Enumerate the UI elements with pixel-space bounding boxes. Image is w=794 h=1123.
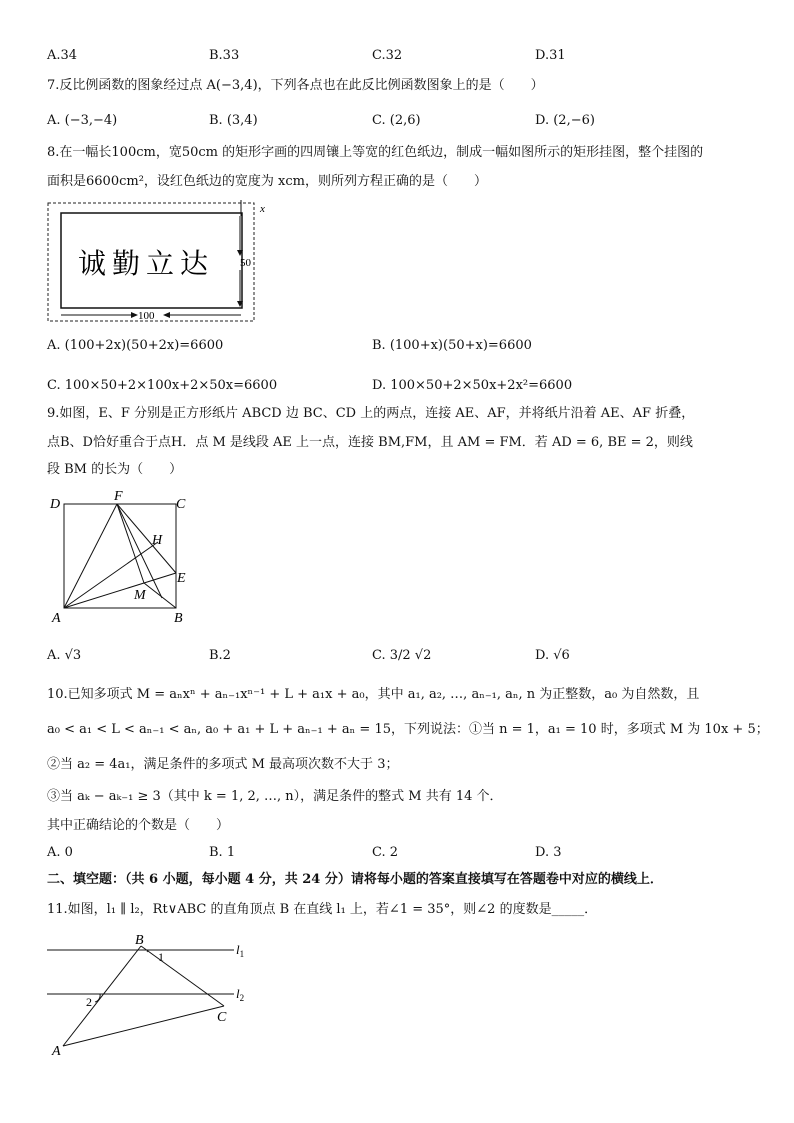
q7-option-d: D. (2,−6) [535,113,595,128]
q7-stem: 7.反比例函数的图象经过点 A(−3,4)，下列各点也在此反比例函数图象上的是（ ） [47,78,544,93]
label-e: E [177,571,186,586]
label-x: x [260,203,265,215]
q8-option-c: C. 100×50+2×100x+2×50x=6600 [47,378,278,393]
prev-question-option-c: C.32 [372,48,403,63]
q9-figure [44,488,204,628]
label-c: C [176,497,186,512]
q8-option-b: B. (100+x)(50+x)=6600 [372,338,532,353]
q10-option-b: B. 1 [209,845,236,860]
q7-option-a: A. (−3,−4) [47,113,118,128]
segment-bm [144,583,176,608]
q8-option-d: D. 100×50+2×50x+2x²=6600 [372,378,573,393]
segment-ae [64,573,176,608]
q10-stem-line1: 10.已知多项式 M = aₙxⁿ + aₙ₋₁xⁿ⁻¹ + L + a₁x + a₀，其中 a₁, a₂, …, aₙ₋₁, aₙ, n 为正整数，a₀ 为自然数，且 [47,687,700,702]
q11-stem: 11.如图，l₁ ∥ l₂，Rt∨ABC 的直角顶点 B 在直线 l₁ 上，若∠1 = 35°，则∠2 的度数是_____． [47,902,598,917]
q8-figure [44,200,276,326]
q9-option-d: D. √6 [535,648,570,663]
label-h: H [152,533,163,548]
q9-option-a: A. √3 [47,648,82,663]
q9-stem-line2: 点B、D恰好重合于点H．点 M 是线段 AE 上一点，连接 BM,FM，且 AM = FM．若 AD = 6, BE = 2，则线 [47,435,693,450]
label-b: B [135,933,144,948]
q8-option-a: A. (100+2x)(50+2x)=6600 [47,338,224,353]
q10-stem-line4: ③当 aₖ − aₖ₋₁ ≥ 3（其中 k = 1, 2, …, n），满足条件的整式 M 共有 14 个． [47,789,503,804]
prev-question-option-d: D.31 [535,48,566,63]
prev-question-option-a: A.34 [47,48,78,63]
label-a: A [52,1044,61,1059]
q10-stem-line2: a₀ < a₁ < L < aₙ₋₁ < aₙ, a₀ + a₁ + L + aₙ₋₁ + aₙ = 15，下列说法：①当 n = 1，a₁ = 10 时，多项式 M 为 10x + 5； [47,722,769,737]
q10-option-d: D. 3 [535,845,562,860]
label-100: 100 [138,310,155,322]
q11-figure [44,928,264,1060]
q7-option-b: B. (3,4) [209,113,258,128]
side-ac [63,1006,224,1046]
q10-option-c: C. 2 [372,845,399,860]
label-l1: $l_1$ [236,942,245,959]
label-c: C [217,1010,227,1025]
label-angle-1: 1 [158,950,164,964]
q9-stem-line3: 段 BM 的长为（ ） [47,462,183,477]
segment-fe [117,504,176,573]
section2-heading: 二、填空题：（共 6 小题，每小题 4 分，共 24 分）请将每小题的答案直接填写在答题卷中对应的横线上． [47,872,663,887]
side-ba [63,946,141,1046]
q7-option-c: C. (2,6) [372,113,421,128]
q9-stem-line1: 9.如图，E、F 分别是正方形纸片 ABCD 边 BC、CD 上的两点，连接 AE、AF，并将纸片沿着 AE、AF 折叠， [47,406,695,421]
label-angle-2: 2 [86,995,92,1009]
length-arrowhead-left [163,312,170,318]
label-l2: $l_2$ [236,986,245,1003]
side-bc [141,946,224,1006]
q10-stem-line5: 其中正确结论的个数是（ ） [47,818,230,833]
q10-stem-line3: ②当 a₂ = 4a₁，满足条件的多项式 M 最高项次数不大于 3； [47,757,399,772]
q8-stem-line2: 面积是6600cm²，设红色纸边的宽度为 xcm，则所列方程正确的是（ ） [47,174,487,189]
prev-question-option-b: B.33 [209,48,240,63]
label-f: F [114,489,123,504]
label-d: D [50,497,61,512]
q10-option-a: A. 0 [47,845,73,860]
q8-stem-line1: 8.在一幅长100cm，宽50cm 的矩形字画的四周镶上等宽的红色纸边，制成一幅如图所示的矩形挂图，整个挂图的 [47,145,704,160]
length-arrowhead-right [131,312,138,318]
angle-2-arc [95,994,100,1002]
segment-fm [117,504,144,583]
label-a: A [52,611,61,626]
q9-option-c: C. 3/2 √2 [372,648,432,663]
q9-option-b: B.2 [209,648,231,663]
painting-text: 诚勤立达 [78,249,215,280]
label-m: M [134,588,146,603]
label-50: 50 [240,257,251,269]
label-b: B [174,611,183,626]
segment-af [64,504,117,608]
